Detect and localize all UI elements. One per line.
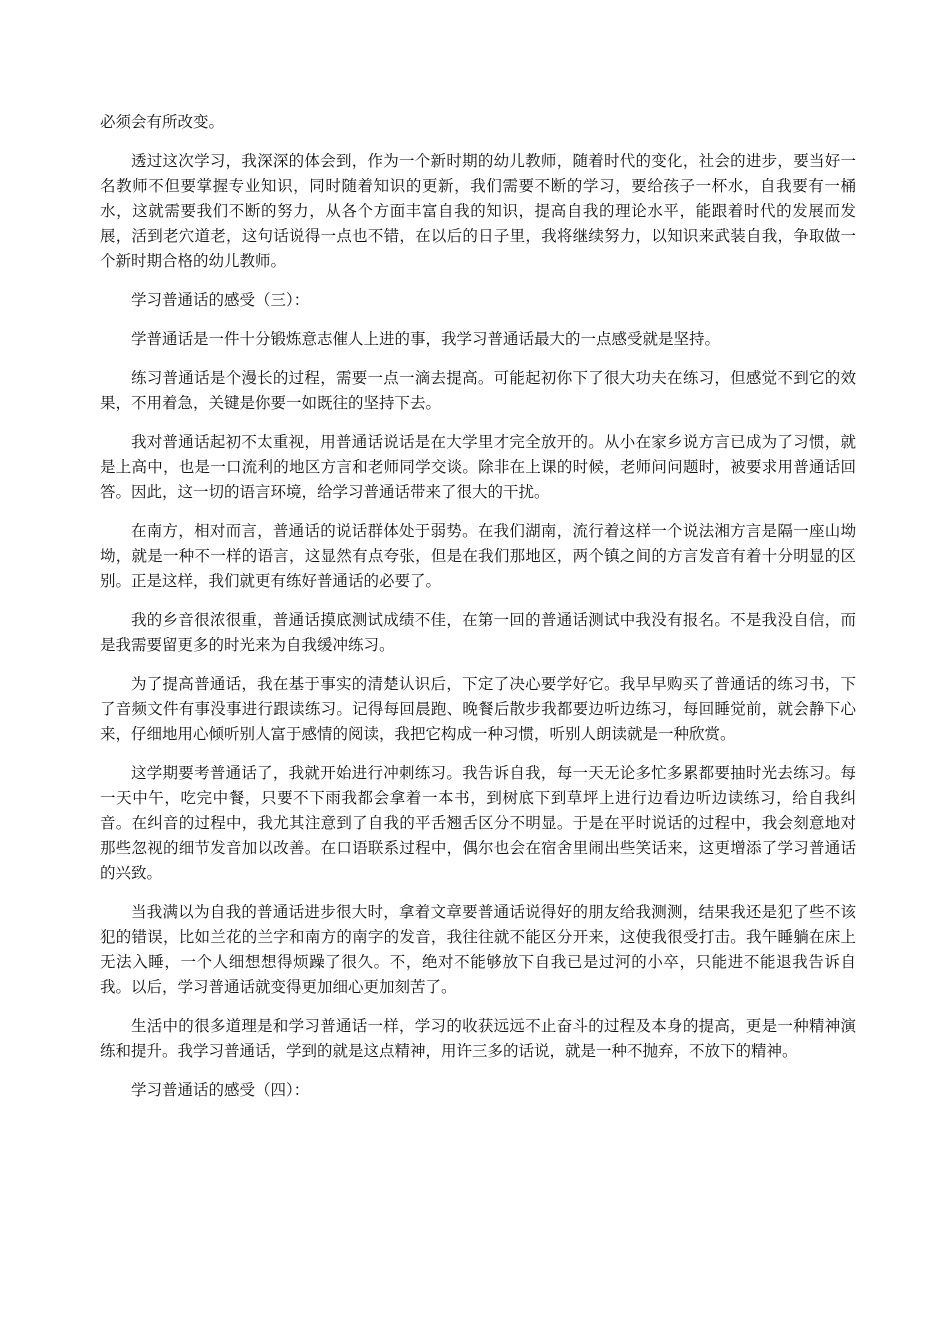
paragraph-life-lesson: 生活中的很多道理是和学习普通话一样，学习的收获远远不止奋斗的过程及本身的提高，更是一种精神演练和提升。我学习普通话，学到的就是这点精神，用许三多的话说，就是一种不抛弃，不放下的精神。	[100, 1017, 856, 1060]
paragraph-setback: 当我满以为自我的普通话进步很大时，拿着文章要普通话说得好的朋友给我测测，结果我还是犯了些不该犯的错误，比如兰花的兰字和南方的南字的发音，我往往就不能区分开来，这使我很受打击。我午睡躺在床上无法入睡，一个人细想想得烦躁了很久。不，绝对不能够放下自我已是过河的小卒，只能进不能退我告诉自我。以后，学习普通话就变得更加细心更加刻苦了。	[100, 903, 856, 996]
paragraph-dialect-habit: 我对普通话起初不太重视，用普通话说话是在大学里才完全放开的。从小在家乡说方言已成为了习惯，就是上高中，也是一口流利的地区方言和老师同学交谈。除非在上课的时候，老师问问题时，被要求用普通话回答。因此，这一切的语言环境，给学习普通话带来了很大的干扰。	[100, 433, 856, 501]
paragraph-practice-habit: 为了提高普通话，我在基于事实的清楚认识后，下定了决心要学好它。我早早购买了普通话的练习书，下了音频文件有事没事进行跟读练习。记得每回晨跑、晚餐后散步我都要边听边练习，每回睡觉前，就会静下心来，仔细地用心倾听别人富于感情的阅读，我把它构成一种习惯，听别人朗读就是一种欣赏。	[100, 675, 856, 743]
paragraph-south-dialects: 在南方，相对而言，普通话的说话群体处于弱势。在我们湖南，流行着这样一个说法湘方言是隔一座山坳坳，就是一种不一样的语言，这显然有点夸张，但是在我们那地区，两个镇之间的方言发音有着十分明显的区别。正是这样，我们就更有练好普通话的必要了。	[100, 522, 856, 590]
document-page	[100, 110, 856, 1117]
section-heading-three: 学习普通话的感受（三）：	[131, 291, 310, 309]
paragraph-accent: 我的乡音很浓很重，普通话摸底测试成绩不佳，在第一回的普通话测试中我没有报名。不是我没自信，而是我需要留更多的时光来为自我缓冲练习。	[100, 611, 856, 654]
paragraph-continuation: 必须会有所改变。	[100, 113, 225, 131]
paragraph-persistence: 学普通话是一件十分锻炼意志催人上进的事，我学习普通话最大的一点感受就是坚持。	[131, 330, 721, 348]
paragraph-long-process: 练习普通话是个漫长的过程，需要一点一滴去提高。可能起初你下了很大功夫在练习，但感觉不到它的效果，不用着急，关键是你要一如既往的坚持下去。	[100, 369, 856, 412]
paragraph-sprint-practice: 这学期要考普通话了，我就开始进行冲刺练习。我告诉自我，每一天无论多忙多累都要抽时光去练习。每一天中午，吃完中餐，只要不下雨我都会拿着一本书，到树底下到草坪上进行边看边听边读练习，给自我纠音。在纠音的过程中，我尤其注意到了自我的平舌翘舌区分不明显。于是在平时说话的过程中，我会刻意地对那些忽视的细节发音加以改善。在口语联系过程中，偶尔也会在宿舍里闹出些笑话来，这更增添了学习普通话的兴致。	[100, 764, 856, 882]
paragraph-study-reflection: 透过这次学习，我深深的体会到，作为一个新时期的幼儿教师，随着时代的变化，社会的进步，要当好一名教师不但要掌握专业知识，同时随着知识的更新，我们需要不断的学习，要给孩子一杯水，自我要有一桶水，这就需要我们不断的努力，从各个方面丰富自我的知识，提高自我的理论水平，能跟着时代的发展而发展，活到老穴道老，这句话说得一点也不错，在以后的日子里，我将继续努力，以知识来武装自我，争取做一个新时期合格的幼儿教师。	[100, 152, 856, 270]
section-heading-four: 学习普通话的感受（四）：	[131, 1081, 310, 1099]
